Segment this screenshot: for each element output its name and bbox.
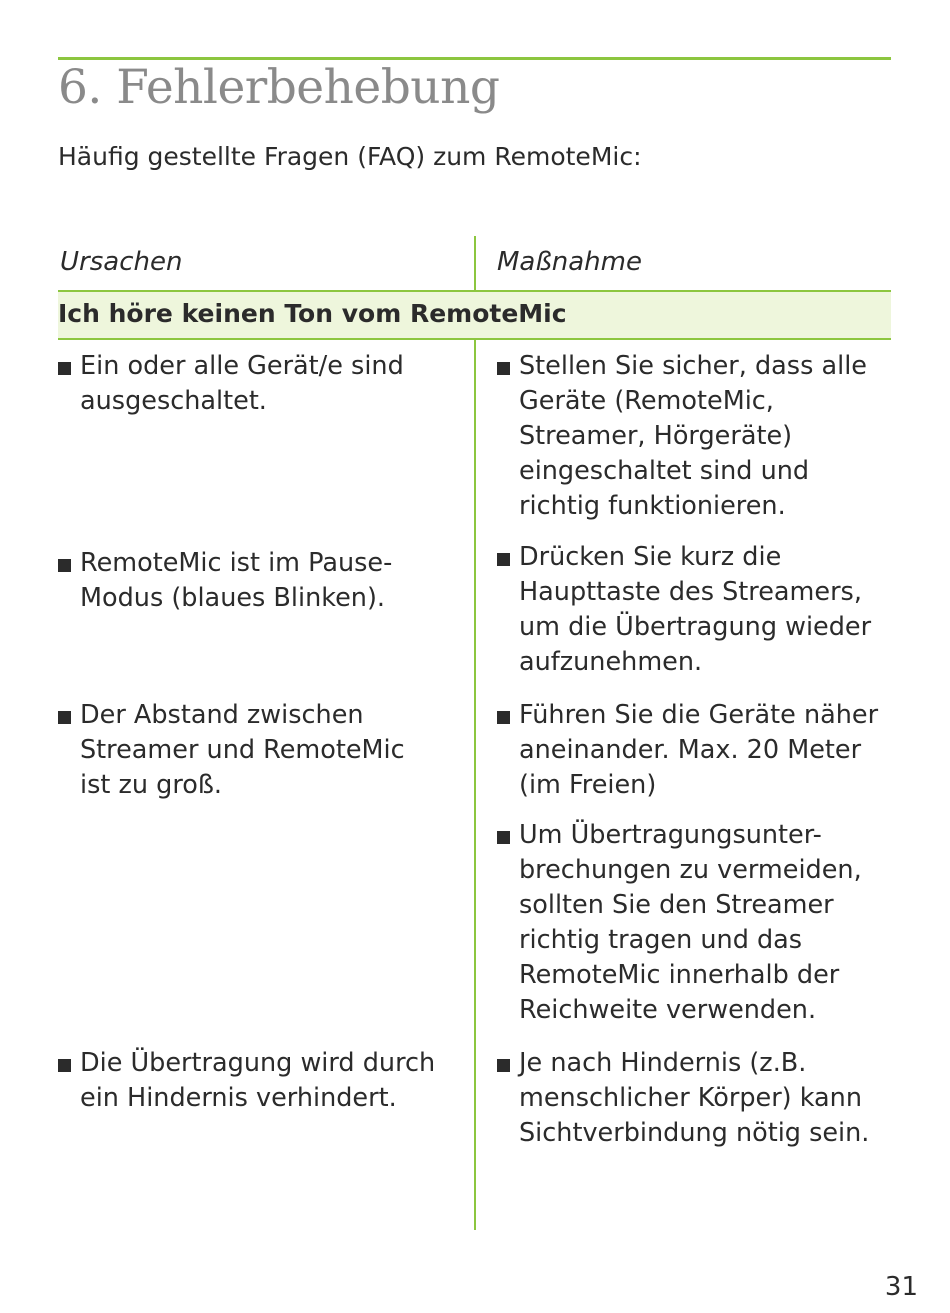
bullet-icon <box>497 1059 510 1072</box>
measure-text: Stellen Sie sicher, dass alle Geräte (RemoteMic, Streamer, Hörgeräte) eingeschaltet sind und richtig funktionieren. <box>519 351 867 521</box>
bullet-icon <box>497 711 510 724</box>
measure-text: Je nach Hindernis (z.B. menschlicher Körper) kann Sichtverbindung nötig sein. <box>519 1048 870 1148</box>
bullet-icon <box>58 1059 71 1072</box>
bullet-icon <box>58 711 71 724</box>
bullet-icon <box>58 362 71 375</box>
measure-text: Um Übertragungsunter- brechungen zu vermeiden, sollten Sie den Streamer richtig tragen und das RemoteMic innerhalb der Reichweite verwenden. <box>519 820 862 1025</box>
cause-text: Der Abstand zwischen Streamer und RemoteMic ist zu groß. <box>80 700 405 800</box>
cause-item <box>58 1046 463 1116</box>
measure-item <box>497 1046 917 1151</box>
cause-item <box>58 546 463 616</box>
cause-text: Die Übertragung wird durch ein Hindernis verhindert. <box>80 1048 436 1113</box>
cause-text: Ein oder alle Gerät/e sind ausgeschaltet. <box>80 351 404 416</box>
bullet-icon <box>497 362 510 375</box>
measure-text: Drücken Sie kurz die Haupttaste des Streamers, um die Übertragung wieder aufzunehmen. <box>519 542 872 677</box>
page-number: 31 <box>884 1272 918 1302</box>
column-header-causes: Ursachen <box>60 247 183 277</box>
column-header-measures: Maßnahme <box>497 247 642 277</box>
page-title: 6. Fehlerbehebung <box>58 60 500 115</box>
bullet-icon <box>497 553 510 566</box>
bullet-icon <box>58 559 71 572</box>
bullet-icon <box>497 831 510 844</box>
section-title: Ich höre keinen Ton vom RemoteMic <box>58 299 567 328</box>
measure-item <box>497 349 917 524</box>
measure-item <box>497 818 917 1028</box>
column-divider <box>474 236 476 1230</box>
section-bar <box>58 292 891 340</box>
measure-item <box>497 698 917 803</box>
cause-text: RemoteMic ist im Pause- Modus (blaues Blinken). <box>80 548 393 613</box>
measure-text: Führen Sie die Geräte näher aneinander. Max. 20 Meter (im Freien) <box>519 700 879 800</box>
page-subtitle: Häufig gestellte Fragen (FAQ) zum RemoteMic: <box>58 142 642 171</box>
cause-item <box>58 698 463 803</box>
cause-item <box>58 349 463 419</box>
measure-item <box>497 540 917 680</box>
